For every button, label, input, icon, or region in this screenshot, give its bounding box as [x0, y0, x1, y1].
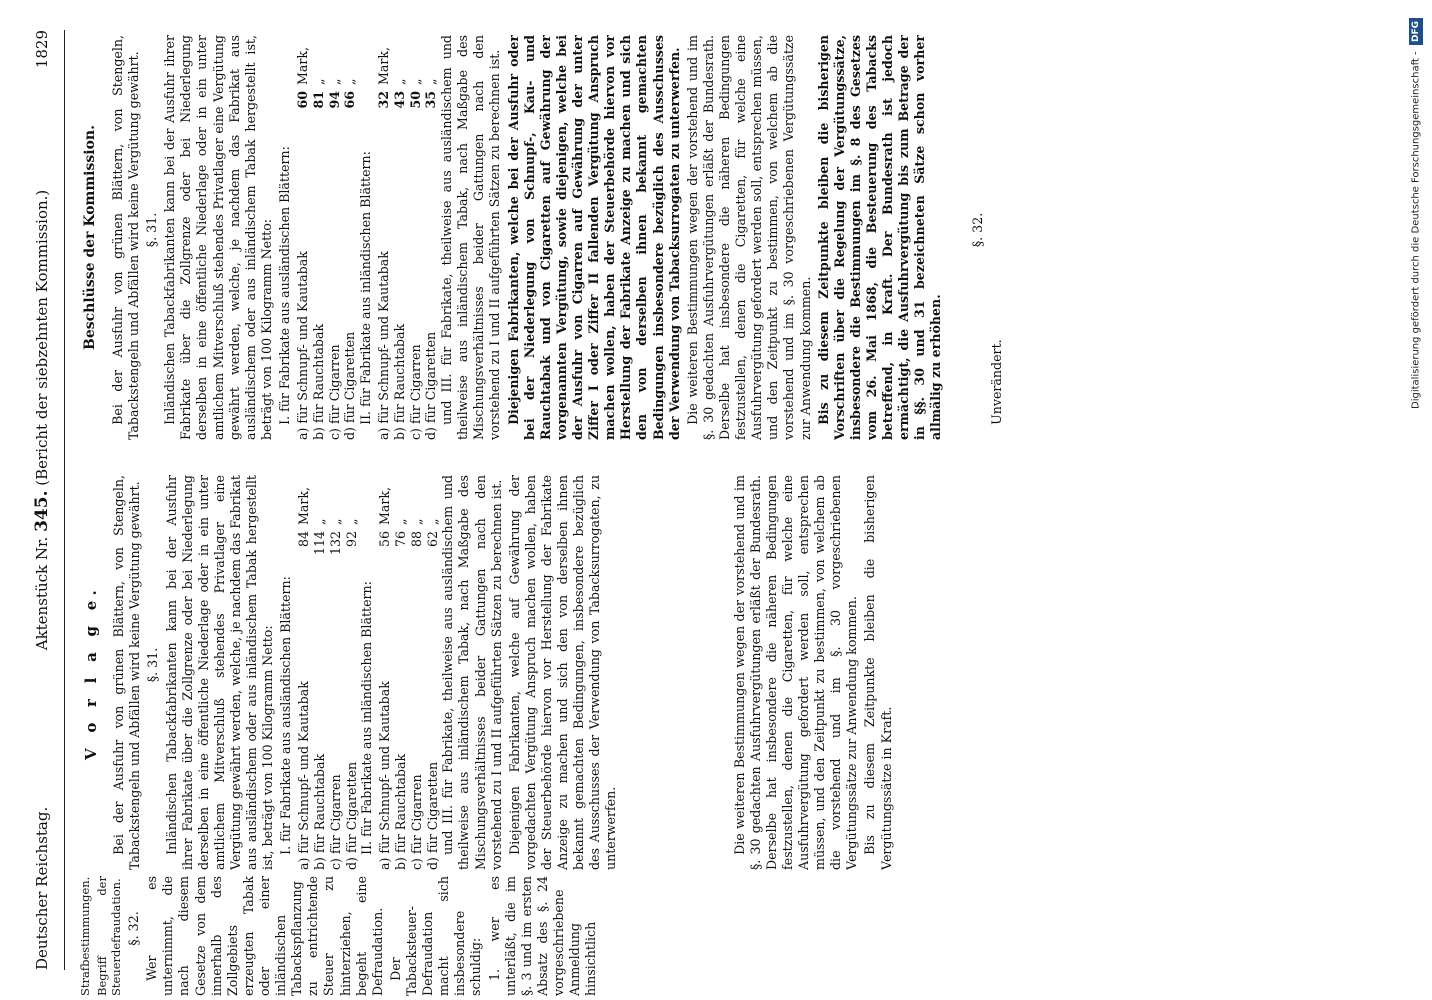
rate-label: d) für Cigaretten [343, 761, 359, 870]
rate-unit: „ [424, 518, 440, 525]
rate-row [311, 35, 327, 440]
beschluesse-paragraph-bold: Diejenigen Fabrikanten, welche bei der Ausfuhr oder bei der Niederlegung von Schnupf-, Kau- und Rauchtabak und von Cigaretten auf Gewährung der vorgenannten Vergütung, sowie diejenigen, welche bei der Ausfuhr von Cigarren auf Gewährung der unter Ziffer I oder Ziffer II fallenden Vergütung Anspruch machen wollen, haben der Steuerbehörde hiervon vor Herstellung der Fabrikate Anzeige zu machen und sich den von derselben ihnen bekannt gemachten Bedingungen insbesondere bezüglich des Ausschusses der Verwendung von Tabacksurrogaten zu unterwerfen. [505, 35, 682, 440]
rate-value: 84 [296, 531, 312, 548]
rate-unit: „ [423, 78, 439, 85]
rate-value: 35 [423, 91, 439, 109]
header-left: Deutscher Reichstag. [32, 806, 51, 970]
rate-unit: „ [391, 78, 407, 85]
vorlage-intro: Bei der Ausfuhr von grünen Blättern, von Stengeln, Tabackstengeln und Abfällen wird keine Vergütung gewährt. [111, 475, 143, 870]
rate-label: c) für Cigarren [408, 774, 424, 870]
side-paragraph: Der Tabacksteuer-Defraudation macht sich insbesondere schuldig: [387, 876, 484, 996]
rate-row [296, 475, 312, 870]
side-label-penalties: Strafbestimmungen. [78, 876, 92, 996]
rate-label: d) für Cigaretten [424, 761, 440, 870]
rate-row [327, 35, 343, 440]
vorlage-paragraph: und III. für Fabrikate, theilweise aus ausländischem und theilweise aus inländischem Tabak, nach Maßgabe des Mischungsverhältnisses beider Gattungen nach den vorstehend zu I und II aufgeführten Sätzen zu berechnen ist. [440, 475, 504, 870]
vertical-gap [622, 475, 732, 870]
rate-label: b) für Rauchtabak [312, 753, 328, 870]
rate-label: a) für Schnupf- und Kautabak [376, 251, 392, 440]
rate-unit: Mark, [377, 486, 393, 525]
rate-label: b) für Rauchtabak [391, 323, 407, 440]
side-column [78, 876, 1408, 996]
rate-unit: „ [310, 78, 326, 85]
rate-label: c) für Cigarren [327, 774, 343, 870]
rate-value: 56 [377, 531, 393, 548]
rate-value: 43 [391, 91, 407, 109]
rate-label: c) für Cigarren [326, 344, 342, 440]
header-suffix: (Bericht der siebzehnten Kommission.) [32, 189, 51, 486]
rate-row [392, 35, 408, 440]
rate-unit: „ [393, 518, 409, 525]
rate-unit: „ [407, 78, 423, 85]
rate-row [377, 475, 393, 870]
rate-row [328, 475, 344, 870]
beschluesse-intro: Bei der Ausfuhr von grünen Blättern, von Stengeln, Tabackstengeln und Abfällen wird keine Vergütung gewährt. [109, 35, 142, 440]
beschluesse-column [78, 35, 1408, 440]
rate-value: 88 [408, 531, 424, 548]
rate-unit: „ [327, 518, 343, 525]
rate-unit: „ [408, 518, 424, 525]
beschluesse-paragraph: Die weiteren Bestimmungen wegen der vorstehend und im §. 30 gedachten Ausfuhrvergütungen erläßt der Bundesrath. Derselbe hat insbesondere die näheren Bedingungen festzustellen, denen die Cigaretten, für welche eine Ausfuhrvergütung gefordert werden soll, entsprechen müssen, und den Zeitpunkt zu bestimmen, von welchem ab die vorstehend und im §. 30 vorgeschriebenen Vergütungssätze zur Anwendung kommen. [684, 35, 813, 440]
beschluesse-rates-foreign [295, 35, 358, 440]
rate-label: a) für Schnupf- und Kautabak [296, 681, 312, 870]
beschluesse-paragraph: und III. für Fabrikate, theilweise aus ausländischem und theilweise aus inländischem Tabak, nach Maßgabe des Mischungsverhältnisses beider Gattungen nach den vorstehend zu I und II aufgeführten Sätzen zu berechnen ist. [439, 35, 503, 440]
header-middle [31, 90, 52, 750]
rate-value: 62 [424, 531, 440, 548]
beschluesse-section-31: §. 31. [144, 212, 160, 248]
rate-label: a) für Schnupf- und Kautabak [295, 251, 311, 440]
rate-label: b) für Rauchtabak [393, 753, 409, 870]
funding-margin-note [1404, 18, 1428, 978]
rate-unit: Mark, [376, 46, 392, 85]
rate-unit: „ [343, 518, 359, 525]
header-prefix: Aktenstück Nr. [32, 536, 51, 651]
vorlage-column [78, 475, 1408, 870]
rate-value: 60 [295, 91, 311, 109]
rate-unit: „ [342, 78, 358, 85]
page-number: 1829 [32, 30, 51, 69]
rate-label: b) für Rauchtabak [310, 323, 326, 440]
vorlage-paragraph: Diejenigen Fabrikanten, welche auf Gewährung der vorgedachten Vergütung Anspruch machen wollen, haben der Steuerbehörde hiervon vor Herstellung der Fabrikate Anzeige zu machen und sich den von derselben ihnen bekannt gemachten Bedingungen, insbesondere bezüglich des Ausschusses der Verwendung von Tabacksurrogaten, zu unterwerfen. [506, 475, 619, 870]
rate-unit: „ [312, 518, 328, 525]
rate-row [423, 35, 439, 440]
vorlage-heading-domestic: II. für Fabrikate aus inländischen Blättern: [359, 581, 375, 855]
rate-value: 76 [393, 531, 409, 548]
rate-row [312, 475, 328, 870]
beschluesse-paragraph-bold: Bis zu diesem Zeitpunkte bleiben die bisherigen Vorschriften über die Regelung der Vergütungssätze, insbesondere die Bestimmungen im §. 8 des Gesetzes vom 26. Mai 1868, die Besteuerung des Tabacks betreffend, in Kraft. Der Bundesrath ist jedoch ermächtigt, die Ausfuhrvergütung bis zum Betrage der in §§. 30 und 31 bezeichneten Sätze schon vorher allmälig zu erhöhen. [815, 35, 944, 440]
rate-row [295, 35, 311, 440]
beschluesse-unchanged: Unverändert. [988, 339, 1004, 425]
vorlage-section-31: §. 31. [145, 647, 161, 683]
rate-row [409, 475, 425, 870]
vorlage-paragraph: Inländischen Tabackfabrikanten kann bei der Ausfuhr ihrer Fabrikate über die Zollgrenze oder bei Niederlegung derselben in eine öffentliche Niederlage oder in ein unter amtlichem Mitverschluß stehendes Privatlager eine Vergütung gewährt werden, welche, je nachdem das Fabrikat aus ausländischem oder aus inländischem Tabak hergestellt ist, beträgt von 100 Kilogramm Netto: [163, 475, 276, 870]
rate-value: 50 [407, 91, 423, 109]
beschluesse-heading-foreign: I. für Fabrikate aus ausländischen Blättern: [277, 146, 292, 425]
rate-unit: „ [326, 78, 342, 85]
side-paragraph: 1. wer es unterläßt, die im §. 3 und im ersten Absatz des §. 24 vorgeschriebene Anmeldung hinsichtlich [486, 876, 599, 996]
beschluesse-title: Beschlüsse der Kommission. [82, 125, 98, 350]
beschluesse-rates-domestic [376, 35, 439, 440]
rate-row [342, 35, 358, 440]
side-section-32: §. 32. [126, 911, 142, 946]
dfg-logo: DFG [1409, 18, 1423, 45]
rate-row [376, 35, 392, 440]
rate-value: 32 [376, 91, 392, 109]
vorlage-rates-domestic [377, 475, 440, 870]
rate-value: 94 [326, 91, 342, 109]
rate-label: a) für Schnupf- und Kautabak [377, 681, 393, 870]
vorlage-paragraph: Bis zu diesem Zeitpunkte bleiben die bisherigen Vergütungssätze in Kraft. [862, 475, 894, 870]
vorlage-paragraph: Die weiteren Bestimmungen wegen der vorstehend und im §. 30 gedachten Ausfuhrvergütungen erläßt der Bundesrath. Derselbe hat insbesondere die näheren Bedingungen festzustellen, denen die Cigaretten, für welche eine Ausfuhrvergütung gefordert werden soll, entsprechen müssen, und den Zeitpunkt zu bestimmen, von welchem ab die vorstehend und im §. 30 vorgeschriebenen Vergütungssätze zur Anwendung kommen. [731, 475, 860, 870]
rate-value: 132 [327, 531, 343, 556]
rate-value: 81 [310, 91, 326, 109]
beschluesse-heading-domestic: II. für Fabrikate aus inländischen Blättern: [358, 151, 374, 425]
beschluesse-section-32: §. 32. [970, 212, 986, 248]
rate-value: 114 [312, 531, 328, 556]
rate-value: 66 [342, 91, 358, 109]
rate-row [408, 35, 424, 440]
side-label-definition: Begriff der Steuerdefraudation. [94, 876, 124, 996]
rate-row [393, 475, 409, 870]
rate-row [425, 475, 441, 870]
rate-label: c) für Cigarren [407, 344, 423, 440]
vorlage-rates-foreign [296, 475, 359, 870]
rate-unit: Mark, [295, 46, 311, 85]
header-number: 345. [31, 490, 52, 532]
rate-unit: Mark, [296, 486, 312, 525]
rate-row [344, 475, 360, 870]
vorlage-title: V o r l a g e. [82, 584, 100, 761]
beschluesse-paragraph: Inländischen Tabackfabrikanten kann bei der Ausfuhr ihrer Fabrikate über die Zollgrenze oder bei Niederlegung derselben in eine öffentliche Niederlage oder in ein unter amtlichem Mitverschluß stehendes Privatlager eine Vergütung gewährt werden, welche, je nachdem das Fabrikat aus ausländischem oder aus inländischem Tabak hergestellt ist, beträgt von 100 Kilogramm Netto: [162, 35, 274, 440]
page-header [20, 30, 65, 970]
rate-label: d) für Cigaretten [342, 331, 358, 440]
funding-text: Digitalisierung gefördert durch die Deutsche Forschungsgemeinschaft - [1410, 51, 1422, 409]
side-paragraph: Wer es unternimmt, die nach diesem Gesetze von dem innerhalb des Zollgebiets erzeugten Tabak oder einer inländischen Tabackspflanzung zu entrichtende Steuer zu hinterziehen, begeht eine Defraudation. [144, 876, 385, 996]
rate-value: 92 [343, 531, 359, 548]
vorlage-heading-foreign: I. für Fabrikate aus ausländischen Blättern: [278, 576, 294, 855]
rate-label: d) für Cigaretten [423, 331, 439, 440]
